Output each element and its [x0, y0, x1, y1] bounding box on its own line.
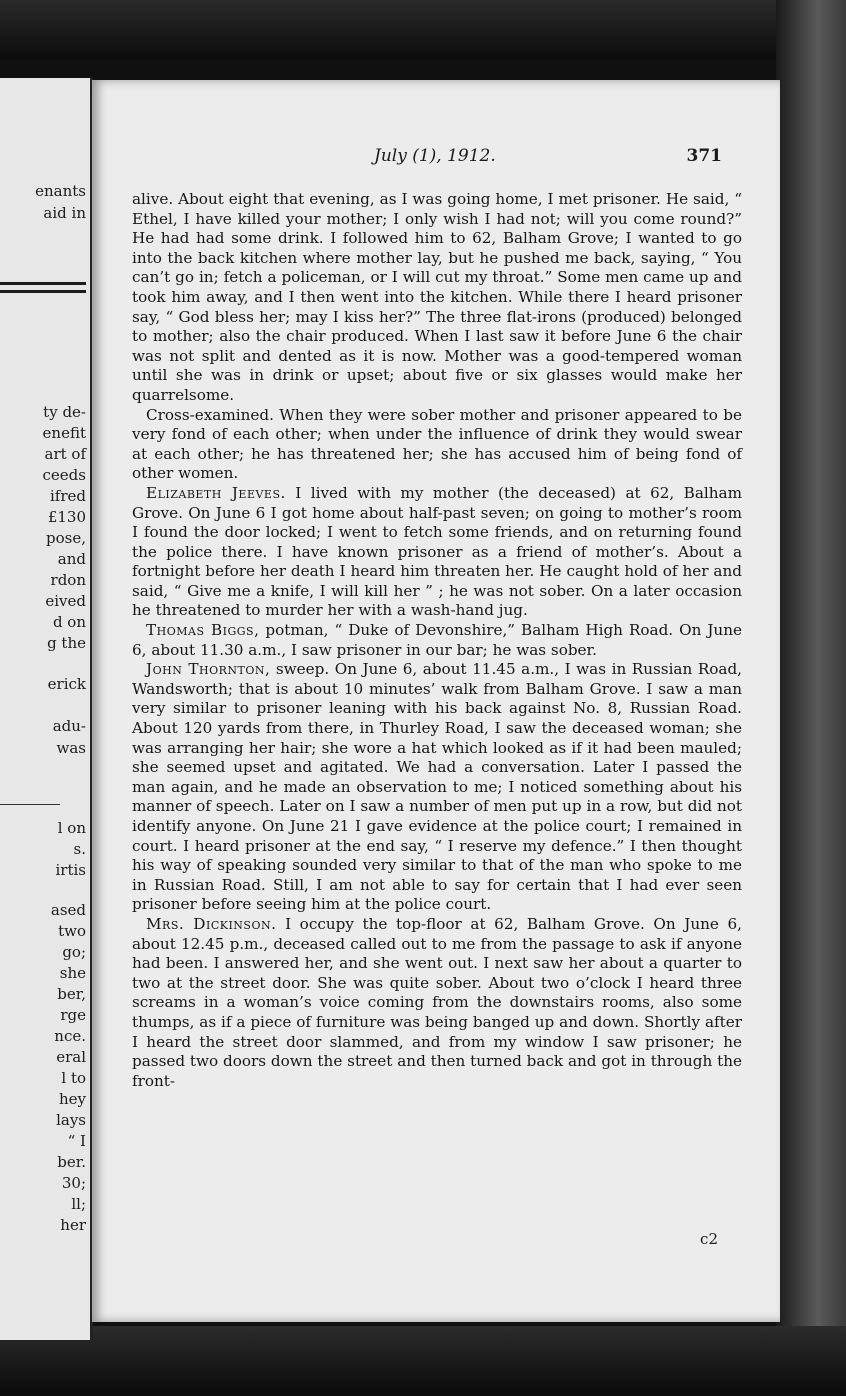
left-fragment: enefit	[42, 424, 86, 442]
left-fragment: adu-	[52, 717, 86, 735]
witness-name: Elizabeth Jeeves.	[146, 483, 286, 502]
left-fragment: aid in	[43, 204, 86, 222]
left-rule	[0, 290, 86, 293]
left-fragment: rge	[60, 1006, 86, 1024]
left-page-margin	[0, 78, 93, 1340]
left-fragment: and	[57, 550, 86, 568]
left-fragment: d on	[52, 613, 86, 631]
paragraph	[132, 190, 742, 406]
left-fragment: rdon	[50, 571, 86, 589]
left-fragment: go;	[62, 943, 86, 961]
left-fragment: pose,	[46, 529, 86, 547]
paragraph-text: Cross-examined. When they were sober mother and prisoner appeared to be very fond of each other; when under the influence of drink they would swear at each other; he has threatened her; she has accused him of being fond of other women.	[132, 405, 742, 483]
left-fragment: two	[58, 922, 86, 940]
left-rule	[0, 804, 60, 805]
left-fragment: ceeds	[42, 466, 86, 484]
scan-right-border	[776, 0, 846, 1396]
left-fragment: lays	[56, 1111, 86, 1129]
page-number: 371	[686, 146, 722, 166]
left-fragment: l to	[61, 1069, 86, 1087]
left-fragment: eral	[56, 1048, 86, 1066]
scan-top-border	[0, 0, 846, 60]
paragraph-text: I occupy the top-floor at 62, Balham Grove. On June 6, about 12.45 p.m., deceased called out to me from the passage to ask if anyone had been. I answered her, and she went out. I next saw her about a quarter to two at the street door. She was quite sober. About two o’clock I heard three screams in a woman’s voice coming from the downstairs rooms, also some thumps, as if a piece of furniture was being banged up and down. Shortly after I heard the street door slammed, and from my window I saw prisoner; he passed two doors down the street and then turned back and got in through the front-	[132, 914, 742, 1090]
page-date: July (1), 1912.	[374, 146, 496, 166]
left-fragment: irtis	[55, 861, 86, 879]
left-fragment: l on	[57, 819, 86, 837]
left-fragment: ll;	[71, 1195, 86, 1213]
paragraph-text: alive. About eight that evening, as I was going home, I met prisoner. He said, “ Ethel, I have killed your mother; I only wish I had not; will you come round?” He had had some drink. I followed him to 62, Balham Grove; I wanted to go into the back kitchen where mother lay, but he pushed me back, saying, “ You can’t go in; fetch a policeman, or I will cut my throat.” Some men came up and took him away, and I then went into the kitchen. While there I heard prisoner say, “ God bless her; may I kiss her?” The three flat-irons (produced) belonged to mother; also the chair produced. When I last saw it before June 6 the chair was not split and dented as it is now. Mother was a good-tempered woman until she was in drink or upset; about five or six glasses would make her quarrelsome.	[132, 190, 742, 404]
left-fragment: ber.	[57, 1153, 86, 1171]
book-page	[92, 80, 780, 1322]
witness-name: John Thornton,	[146, 660, 271, 679]
paragraph-text: potman, “ Duke of Devonshire,” Balham High Road. On June 6, about 11.30 a.m., I saw prisoner in our bar; he was sober.	[132, 621, 742, 659]
left-fragment: s.	[73, 840, 86, 858]
left-fragment: art of	[44, 445, 86, 463]
paragraph-text: sweep. On June 6, about 11.45 a.m., I was in Russian Road, Wandsworth; that is about 10 minutes’ walk from Balham Grove. I saw a man very similar to prisoner leaning with his back against No. 8, Russian Road. About 120 yards from there, in Thurley Road, I saw the deceased woman; she was arranging her hair; she wore a hat which looked as if it had been mauled; she seemed upset and agitated. We had a conversation. Later I passed the man again, and he made an observation to me; I noticed something about his manner of speech. Later on I saw a number of men put up in a row, but did not identify anyone. On June 21 I gave evidence at the police court; I remained in court. I heard prisoner at the end say, “ I reserve my defence.” I then thought his way of speaking sounded very similar to that of the man who spoke to me in Russian Road. Still, I am not able to say for certain that I had ever seen prisoner before seeing him at the police court.	[132, 660, 743, 914]
paragraph	[132, 406, 742, 484]
page-header	[92, 146, 780, 170]
left-fragment: ifred	[50, 487, 86, 505]
left-fragment: eived	[45, 592, 86, 610]
paragraph	[132, 660, 742, 915]
paragraph	[132, 484, 742, 621]
left-fragment: ber,	[57, 985, 86, 1003]
left-fragment: g the	[47, 634, 86, 652]
left-fragment: enants	[35, 182, 86, 200]
page-body	[132, 190, 742, 1091]
witness-name: Thomas Biggs,	[146, 621, 260, 640]
left-rule	[0, 282, 86, 285]
left-fragment: erick	[47, 675, 86, 693]
signature-mark: c2	[700, 1230, 718, 1248]
witness-name: Mrs. Dickinson.	[146, 914, 277, 933]
paragraph-text: I lived with my mother (the deceased) at 62, Balham Grove. On June 6 I got home about half-past seven; on going to mother’s room I found the door locked; I went to fetch some friends, and on returning found the police there. I have known prisoner as a friend of mother’s. About a fortnight before her death I heard him threaten her. He caught hold of her and said, “ Give me a knife, I will kill her ” ; he was not sober. On a later occasion he threatened to murder her with a wash-hand jug.	[132, 483, 742, 620]
left-fragment: £130	[47, 508, 86, 526]
left-fragment: hey	[58, 1090, 86, 1108]
left-fragment: “ I	[67, 1132, 86, 1150]
left-fragment: she	[59, 964, 86, 982]
left-fragment: ty de-	[43, 403, 86, 421]
left-fragment: was	[56, 739, 86, 757]
paragraph	[132, 621, 742, 660]
left-fragment: her	[60, 1216, 86, 1234]
left-fragment: ased	[50, 901, 86, 919]
scan-bottom-border	[0, 1326, 846, 1396]
left-fragment: nce.	[54, 1027, 86, 1045]
left-fragment: 30;	[61, 1174, 86, 1192]
paragraph	[132, 915, 742, 1091]
